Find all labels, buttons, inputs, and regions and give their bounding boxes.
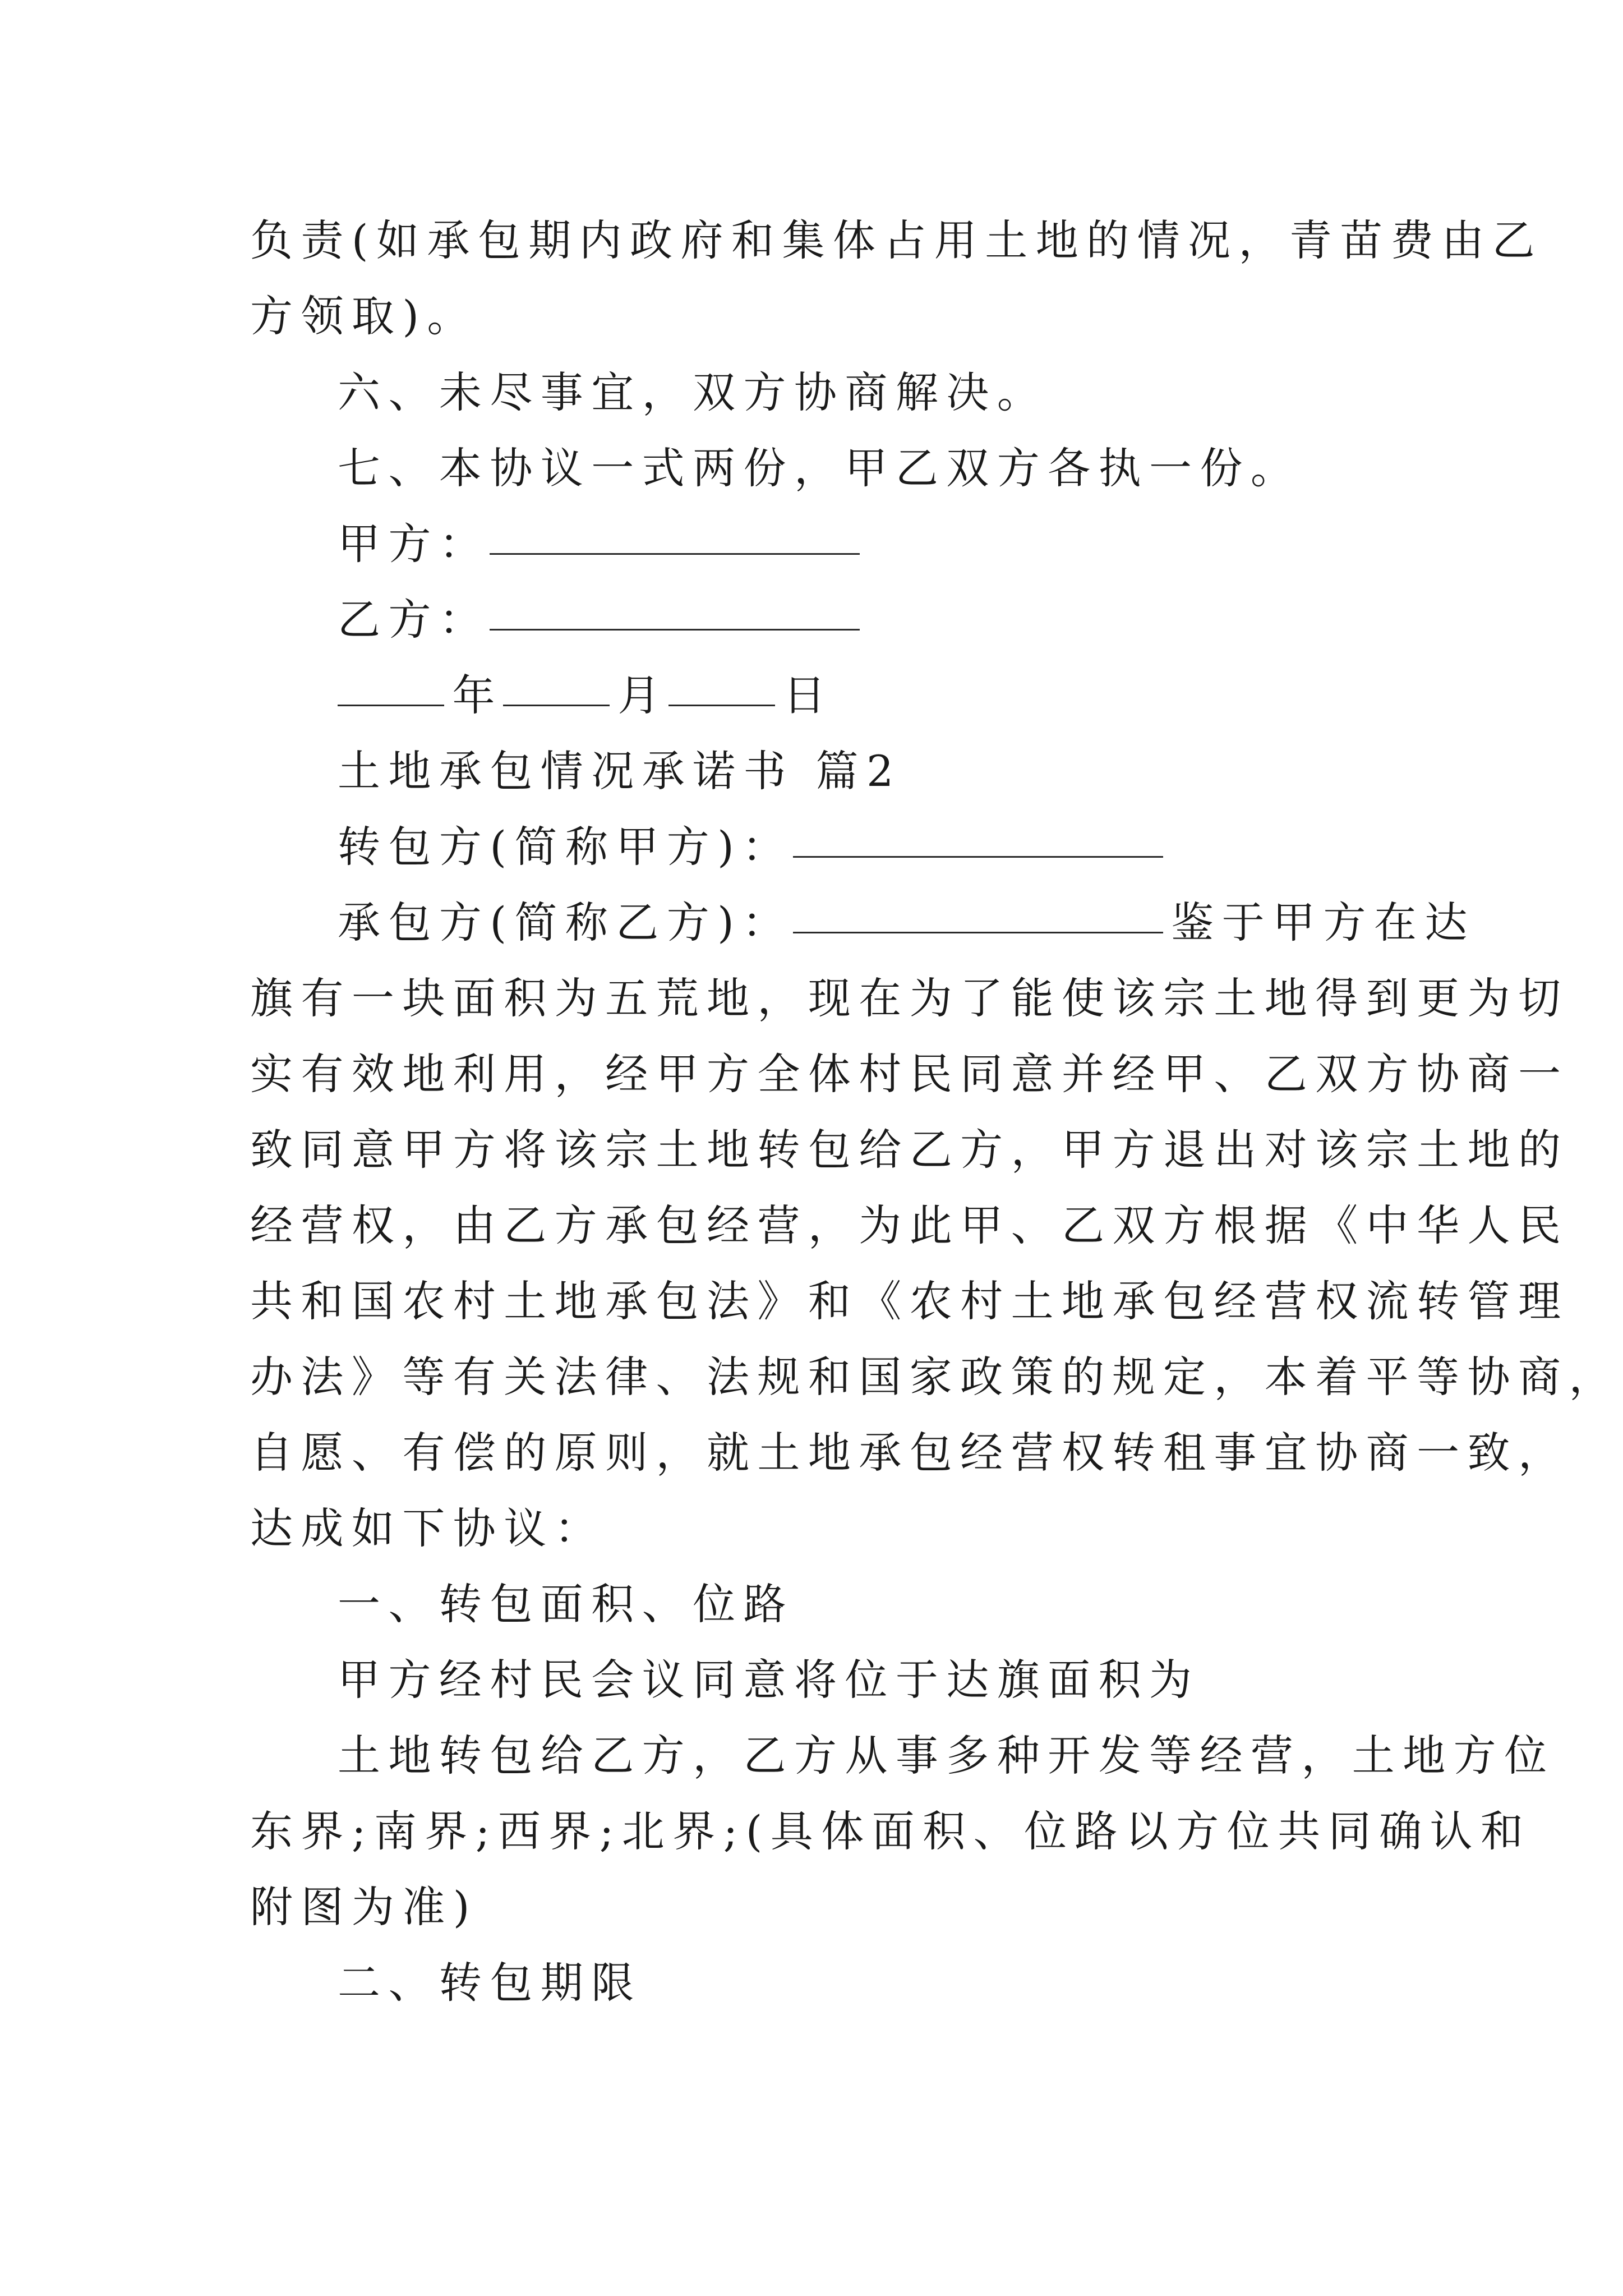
preamble-line: 致同意甲方将该宗土地转包给乙方，甲方退出对该宗土地的 xyxy=(250,1125,1569,1175)
preamble-line: 达成如下协议： xyxy=(250,1503,606,1553)
party-b-label: 乙方： xyxy=(338,595,490,645)
preamble-line: 自愿、有偿的原则，就土地承包经营权转租事宜协商一致， xyxy=(250,1428,1569,1478)
preamble-line: 旗有一块面积为五荒地，现在为了能使该宗土地得到更为切 xyxy=(250,973,1569,1023)
clause-one-line: 甲方经村民会议同意将位于达旗面积为 xyxy=(338,1655,1200,1705)
contractor-row xyxy=(0,884,1623,962)
preamble-line: 实有效地利用，经甲方全体村民同意并经甲、乙双方协商一 xyxy=(250,1049,1569,1099)
party-b-signature-row xyxy=(0,581,1623,659)
clause-six: 六、未尽事宜，双方协商解决。 xyxy=(338,367,1048,417)
subcontractor-label: 转包方(简称甲方)： xyxy=(338,822,793,872)
subcontractor-row xyxy=(0,808,1623,886)
subcontractor-blank[interactable] xyxy=(793,808,1163,858)
clause-two-heading: 二、转包期限 xyxy=(338,1958,642,2008)
party-b-blank[interactable] xyxy=(490,581,860,631)
party-a-blank[interactable] xyxy=(490,505,860,555)
day-blank[interactable] xyxy=(668,656,775,706)
section-title: 土地承包情况承诺书 篇2 xyxy=(338,746,902,796)
month-blank[interactable] xyxy=(503,656,610,706)
paragraph-line: 负责(如承包期内政府和集体占用土地的情况，青苗费由乙 xyxy=(250,215,1543,265)
paragraph-line: 方领取)。 xyxy=(250,291,478,341)
year-blank[interactable] xyxy=(338,656,444,706)
date-row xyxy=(0,656,1623,735)
clause-seven: 七、本协议一式两份，甲乙双方各执一份。 xyxy=(338,443,1302,493)
preamble-line: 经营权，由乙方承包经营，为此甲、乙双方根据《中华人民 xyxy=(250,1200,1569,1250)
month-label: 月 xyxy=(617,670,668,720)
clause-one-line: 土地转包给乙方，乙方从事多种开发等经营，土地方位 xyxy=(338,1731,1555,1780)
party-a-signature-row xyxy=(0,505,1623,583)
clause-one-line: 东界;南界;西界;北界;(具体面积、位路以方位共同确认和 xyxy=(250,1806,1532,1856)
clause-one-heading: 一、转包面积、位路 xyxy=(338,1579,794,1629)
clause-one-line: 附图为准) xyxy=(250,1882,478,1932)
day-label: 日 xyxy=(783,670,834,720)
preamble-line: 共和国农村土地承包法》和《农村土地承包经营权流转管理 xyxy=(250,1276,1569,1326)
party-a-label: 甲方： xyxy=(338,519,490,569)
year-label: 年 xyxy=(452,670,503,720)
preamble-first: 鉴于甲方在达 xyxy=(1171,898,1476,947)
contractor-blank[interactable] xyxy=(793,884,1163,933)
contractor-label: 承包方(简称乙方)： xyxy=(338,898,793,947)
preamble-line: 办法》等有关法律、法规和国家政策的规定，本着平等协商， xyxy=(250,1352,1620,1402)
